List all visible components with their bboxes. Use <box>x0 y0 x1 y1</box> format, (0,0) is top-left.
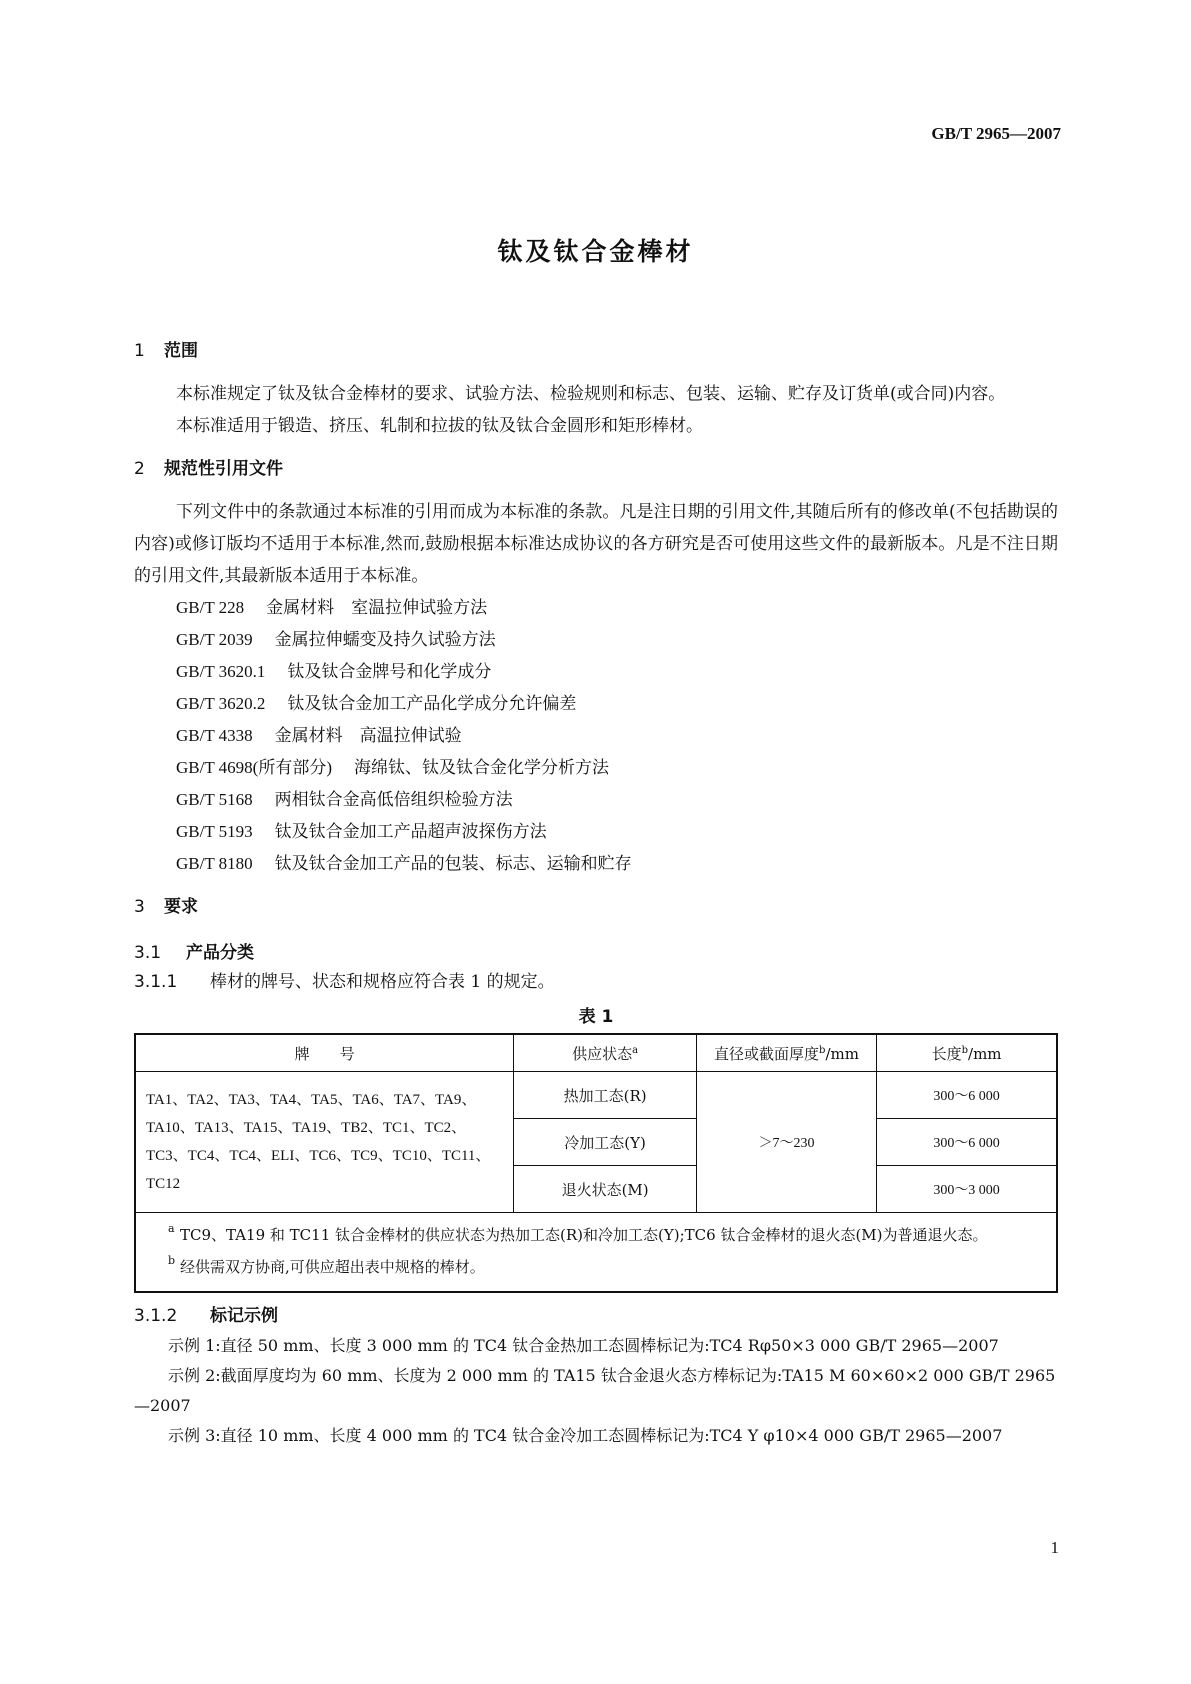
section-1-heading <box>134 336 1058 366</box>
clause-number: 3.1.1 <box>134 972 178 992</box>
reference-item <box>134 624 1058 656</box>
marking-example-1: 示例 1:直径 50 mm、长度 3 000 mm 的 TC4 钛合金热加工态圆棒标记为:TC4 Rφ50×3 000 GB/T 2965—2007 <box>168 1336 999 1355</box>
reference-code: GB/T 2039 <box>176 630 253 649</box>
state-cell: 退火状态(M) <box>514 1166 696 1213</box>
subsection-3-1-2-heading <box>134 1301 1058 1331</box>
reference-title: 金属材料 室温拉伸试验方法 <box>266 598 488 618</box>
section-title: 标记示例 <box>210 1306 278 1326</box>
standard-code: GB/T 2965—2007 <box>931 124 1061 143</box>
marking-example-3: 示例 3:直径 10 mm、长度 4 000 mm 的 TC4 钛合金冷加工态圆棒标记为:TC4 Y φ10×4 000 GB/T 2965—2007 <box>168 1426 1003 1445</box>
table-caption: 表 1 <box>578 1007 614 1027</box>
reference-title: 海绵钛、钛及钛合金化学分析方法 <box>354 758 609 778</box>
reference-item <box>134 656 1058 688</box>
reference-code: GB/T 8180 <box>176 854 253 873</box>
scope-paragraph-1: 本标准规定了钛及钛合金棒材的要求、试验方法、检验规则和标志、包装、运输、贮存及订货单(或合同)内容。 <box>176 384 1006 404</box>
reference-item <box>134 720 1058 752</box>
reference-item <box>134 592 1058 624</box>
reference-title: 钛及钛合金加工产品的包装、标志、运输和贮存 <box>274 854 632 874</box>
reference-item <box>134 848 1058 880</box>
section-title: 规范性引用文件 <box>164 459 283 479</box>
reference-item <box>134 752 1058 784</box>
note-text: 经供需双方协商,可供应超出表中规格的棒材。 <box>180 1258 485 1276</box>
grades-cell: TA1、TA2、TA3、TA4、TA5、TA6、TA7、TA9、TA10、TA13、TA15、TA19、TB2、TC1、TC2、TC3、TC4、TC4、ELI、TC6、TC9、TC10、TC11、TC12 <box>135 1072 514 1213</box>
header-length: 长度$^b$/mm <box>877 1034 1057 1072</box>
header-dimension: 直径或截面厚度$^b$/mm <box>696 1034 876 1072</box>
document-title: 钛及钛合金棒材 <box>497 237 694 266</box>
header-supply-state: 供应状态$^a$ <box>514 1034 696 1072</box>
state-cell: 冷加工态(Y) <box>514 1119 696 1166</box>
document-body <box>134 336 1058 1451</box>
section-number: 1 <box>134 341 145 361</box>
section-title: 要求 <box>164 897 198 917</box>
scope-paragraph-2: 本标准适用于锻造、挤压、轧制和拉拔的钛及钛合金圆形和矩形棒材。 <box>176 416 703 436</box>
normative-references-paragraph: 下列文件中的条款通过本标准的引用而成为本标准的条款。凡是注日期的引用文件,其随后所有的修改单(不包括勘误的内容)或修订版均不适用于本标准,然而,鼓励根据本标准达成协议的各方研究是否可使用这些文件的最新版本。凡是不注日期的引用文件,其最新版本适用于本标准。 <box>134 502 1058 586</box>
reference-title: 金属拉伸蠕变及持久试验方法 <box>274 630 496 650</box>
table-header-row <box>135 1034 1057 1072</box>
section-title: 产品分类 <box>186 943 254 963</box>
reference-title: 钛及钛合金牌号和化学成分 <box>287 662 492 682</box>
section-2-heading <box>134 454 1058 484</box>
reference-title: 两相钛合金高低倍组织检验方法 <box>274 790 513 810</box>
table-notes-row <box>135 1213 1057 1293</box>
reference-code: GB/T 5193 <box>176 822 253 841</box>
length-cell: 300～6 000 <box>877 1072 1057 1119</box>
reference-code: GB/T 3620.2 <box>176 694 266 713</box>
reference-list <box>134 592 1058 880</box>
note-mark: a <box>168 1222 175 1235</box>
section-title: 范围 <box>164 341 198 361</box>
table-note <box>168 1253 1046 1281</box>
table-note <box>168 1221 1046 1249</box>
reference-title: 钛及钛合金加工产品化学成分允许偏差 <box>287 694 577 714</box>
reference-item <box>134 688 1058 720</box>
subsection-3-1-heading <box>134 938 1058 968</box>
length-cell: 300～6 000 <box>877 1119 1057 1166</box>
section-number: 3.1.2 <box>134 1306 178 1326</box>
section-3-heading <box>134 892 1058 922</box>
reference-item <box>134 784 1058 816</box>
section-number: 3 <box>134 897 145 917</box>
reference-item <box>134 816 1058 848</box>
clause-3-1-1 <box>134 968 1058 996</box>
reference-code: GB/T 3620.1 <box>176 662 266 681</box>
reference-code: GB/T 5168 <box>176 790 253 809</box>
table-notes <box>135 1213 1057 1293</box>
reference-code: GB/T 4338 <box>176 726 253 745</box>
section-number: 2 <box>134 459 145 479</box>
reference-title: 钛及钛合金加工产品超声波探伤方法 <box>274 822 547 842</box>
dimension-cell: ＞7～230 <box>696 1072 876 1213</box>
reference-code: GB/T 228 <box>176 598 245 617</box>
reference-title: 金属材料 高温拉伸试验 <box>274 726 462 746</box>
note-mark: b <box>168 1254 176 1267</box>
marking-example-2: 示例 2:截面厚度均为 60 mm、长度为 2 000 mm 的 TA15 钛合金退火态方棒标记为:TA15 M 60×60×2 000 GB/T 2965—2007 <box>134 1366 1056 1415</box>
reference-code: GB/T 4698(所有部分) <box>176 758 332 777</box>
spec-table <box>134 1033 1058 1293</box>
clause-text: 棒材的牌号、状态和规格应符合表 1 的规定。 <box>210 972 555 992</box>
state-cell: 热加工态(R) <box>514 1072 696 1119</box>
header-grade: 牌 号 <box>135 1034 514 1072</box>
length-cell: 300～3 000 <box>877 1166 1057 1213</box>
page-number: 1 <box>1050 1538 1059 1557</box>
note-text: TC9、TA19 和 TC11 钛合金棒材的供应状态为热加工态(R)和冷加工态(Y);TC6 钛合金棒材的退火态(M)为普通退火态。 <box>180 1226 988 1244</box>
section-number: 3.1 <box>134 943 162 963</box>
table-row <box>135 1072 1057 1119</box>
